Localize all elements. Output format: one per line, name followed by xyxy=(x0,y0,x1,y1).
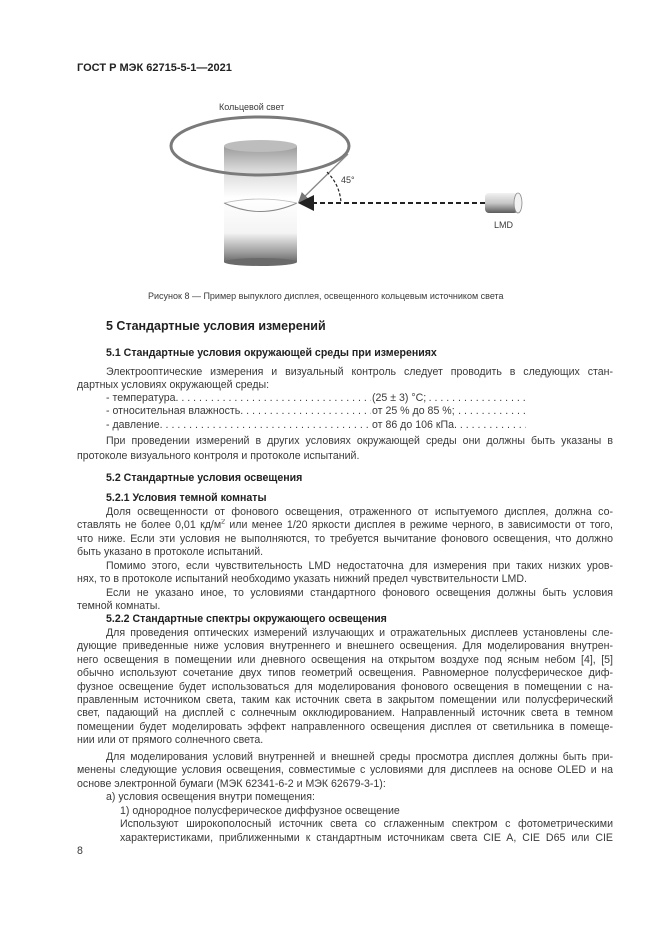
text-run: или менее 1/20 яркости дисплея в режиме черного, в зависимости от того, xyxy=(225,519,613,531)
condition-temperature xyxy=(106,392,526,404)
paragraph-line xyxy=(77,519,613,531)
paragraph-line: дующие приведенные ниже условия внутреннего и внешнего освещения. Для моделирования внутрен- xyxy=(77,640,613,652)
condition-label: - давление xyxy=(106,419,160,431)
paragraph-line: Доля освещенности от фонового освещения, отраженного от испытуемого дисплея, должна со- xyxy=(106,506,613,518)
paragraph-line: Помимо этого, если чувствительность LMD недостаточна для измерения при таких низких уров- xyxy=(106,560,613,572)
paragraph-line: нях, то в протоколе испытаний необходимо указать нижний предел чувствительности LMD. xyxy=(77,573,527,585)
lmd-device xyxy=(485,193,522,213)
lmd-label: LMD xyxy=(494,220,514,230)
angle-label: 45° xyxy=(341,175,355,185)
paragraph-line: основе электронной бумаги (МЭК 62341-6-2 и МЭК 62679-3-1): xyxy=(77,778,386,790)
section-5-2-2-heading: 5.2.2 Стандартные спектры окружающего освещения xyxy=(106,613,387,625)
condition-value: от 25 % до 85 %; xyxy=(372,405,455,417)
angle-arc xyxy=(327,172,341,203)
paragraph-line: что ниже. Если эти условия не выполняются, то требуется вычитание фонового освещения, что должно xyxy=(77,533,613,545)
section-5-1-heading: 5.1 Стандартные условия окружающей среды при измерениях xyxy=(106,347,437,359)
list-item-a: а) условия освещения внутри помещения: xyxy=(106,791,315,803)
list-item-1: 1) однородное полусферическое диффузное освещение xyxy=(120,805,400,817)
paragraph-line: него освещения в помещении или дневного освещения на открытом воздухе под ясным небом [4], [5] xyxy=(77,654,613,666)
cylinder-display xyxy=(224,140,297,266)
paragraph-line: менены следующие условия освещения, совместимые с условиями для дисплеев на основе OLED и на xyxy=(77,764,613,776)
paragraph-line: нии или от прямого солнечного света. xyxy=(77,734,264,746)
paragraph-line: Для моделирования условий внутренней и внешней среды просмотра дисплея должны быть при- xyxy=(106,751,613,763)
condition-pressure xyxy=(106,419,526,431)
condition-value: (25 ± 3) °C; xyxy=(372,392,427,404)
condition-value: от 86 до 106 кПа. xyxy=(372,419,457,431)
paragraph-line: свет, падающий на дисплей с солнечным окклюдированием. Направленный источник света в темном xyxy=(77,707,613,719)
condition-label: - относительная влажность xyxy=(106,405,241,417)
paragraph-line: протоколе визуального контроля и протоколе испытаний. xyxy=(77,450,360,462)
paragraph-line: фузное освещение будет использоваться для моделирования фонового освещения в помещении с на- xyxy=(77,681,613,693)
paragraph-line: Если не указано иное, то условиями стандартного фонового освещения должны быть условия xyxy=(106,587,613,599)
paragraph-line: обычно используют сочетание двух типов геометрий освещения. Равномерное полусферическое диф- xyxy=(77,667,613,679)
document-header: ГОСТ Р МЭК 62715-5-1—2021 xyxy=(77,62,232,74)
ring-light-label: Кольцевой свет xyxy=(219,102,285,112)
figure-8-diagram xyxy=(0,0,661,300)
paragraph-line: быть указано в протоколе испытаний. xyxy=(77,546,264,558)
paragraph-line: При проведении измерений в других условиях окружающей среды они должны быть указаны в xyxy=(106,435,613,447)
paragraph-line: Электрооптические измерения и визуальный контроль следует проводить в следующих стан- xyxy=(106,366,613,378)
section-5-heading: 5 Стандартные условия измерений xyxy=(106,319,326,333)
paragraph-line: дартных условиях окружающей среды: xyxy=(77,379,270,391)
section-5-2-heading: 5.2 Стандартные условия освещения xyxy=(106,472,303,484)
text-run: ставлять не более 0,01 кд/м xyxy=(77,519,222,531)
superscript: 2 xyxy=(221,519,226,526)
paragraph-line: Для проведения оптических измерений излучающих и отражательных дисплеев установлены сле- xyxy=(106,627,613,639)
paragraph-line: правленным источником света, таким как источник света в закрытом помещении или полусферический xyxy=(77,694,613,706)
paragraph-line: Используют широкополосный источник света со сглаженным спектром с фотометрическими xyxy=(120,818,613,830)
paragraph-line: темной комнаты. xyxy=(77,600,161,612)
condition-humidity xyxy=(106,405,526,417)
page-number: 8 xyxy=(77,845,83,857)
paragraph-line: помещении будет моделировать эффект направленного освещения дисплея от светильника в помеще- xyxy=(77,721,613,733)
section-5-2-1-heading: 5.2.1 Условия темной комнаты xyxy=(106,492,267,504)
paragraph-line: характеристиками, приближенными к стандартным источникам света CIE A, CIE D65 или CIE xyxy=(120,832,613,844)
condition-label: - температура xyxy=(106,392,176,404)
figure-caption: Рисунок 8 — Пример выпуклого дисплея, освещенного кольцевым источником света xyxy=(148,291,504,301)
